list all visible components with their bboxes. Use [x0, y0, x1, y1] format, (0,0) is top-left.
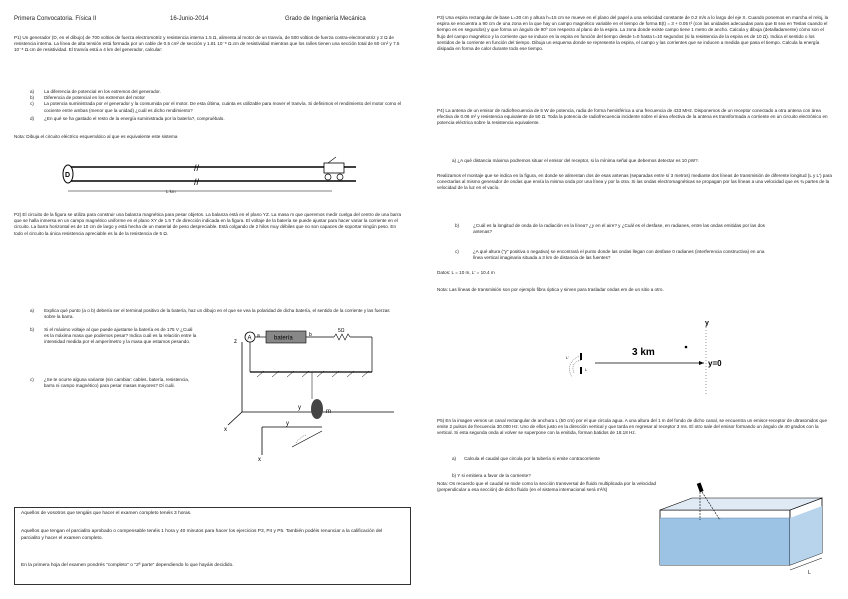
line-L2 [569, 355, 581, 377]
y0-label: y=0 [708, 359, 722, 368]
inset-x-label: x [258, 457, 261, 462]
p1-item-d: d) ¿En qué se ha gastado el resto de la energía suministrada por la batería?, compruébalo. [30, 115, 225, 121]
terminal-a-label: a [257, 333, 260, 339]
ammeter-label: A [247, 335, 252, 342]
p4-item-b: b) ¿Cuál es la longitud de onda de la radiación en la línea? ¿y en el aire? y ¿Cuál es el desfase, en radianes, entre las ondas emitidas por las dos antenas? [455, 223, 765, 235]
magnetic-balance-figure [222, 327, 412, 462]
instruction-2: Aquellos que tengan el parcialito aprobado o compensable tenéis 1 hora y 40 minutos para hacer los ejercicios P3, P4 y P5. También podéis renunciar a la calificación del parcialito y hacer el examen completo. [21, 529, 383, 541]
break-mark-2: // [194, 177, 200, 187]
p1-items [30, 89, 405, 122]
p1-item-a: a) La diferencia de potencial en los extremos del generador. [30, 89, 161, 94]
p1-text: P1) Un generador (D, en el dibujo) de 700 voltios de fuerza electromotriz y resistencia interna 1.5 Ω, alimenta al motor de un tranvía, de 500 voltios de fuerza contra-electromotriz y 2 Ω de resistencia interna. La línea de alta tensión está formada por un cable de 0.5 cm² de sección y 1.81 10⁻⁸ Ω.cm de resistividad mientras que los raíles tienen una sección total de 60 cm² y 7.5 10⁻⁸ Ω.cm de resistividad. El tranvía está a 4 km del generador, calcular: [14, 35, 400, 53]
header-exam: Primera Convocatoria. Física II [14, 16, 97, 22]
header-date: 16-Junio-2014 [170, 16, 209, 22]
generator-label: D [65, 172, 71, 179]
pantograph [328, 157, 336, 163]
mass [311, 399, 323, 419]
water-front [660, 518, 790, 565]
antenna-figure [560, 315, 740, 400]
p2-item-a: a) Explica qué punto (a o b) debería ser el terminal positivo de la batería, haz un dibujo en el que se vea la polaridad de dicha batería, el sentido de la corriente y las fuerzas sobre la barra. [30, 308, 390, 320]
distance-label: L km [166, 189, 176, 194]
p1-item-b: b) Diferencia de potencial en los extremos del motor [30, 95, 145, 101]
inset-field-line [292, 431, 322, 447]
p1-note: Nota: Dibuja el circuito eléctrico esquemático al que es equivalente este sistema [14, 134, 178, 139]
L2-label: L' [566, 355, 569, 360]
inset-angle [296, 435, 306, 443]
inset-y-label: y [286, 421, 289, 427]
resistor-label: 5Ω [338, 328, 345, 334]
p2-text: P2) El circuito de la figura se utiliza para construir una balanza magnética para pesar objetos. La balanza está en el plano YZ. La masa m que queremos medir cuelga del centro de una barra que se halla inmersa en un campo magnético uniforme en el plano XY de 1.5 T de dirección indicada en la figura. El voltaje de la batería se puede ajustar para hacer variar la corriente en el circuito. La barra horizontal es de 10 cm de largo y está hecha de un material de peso despreciable. Está colgando de 2 hilos muy débiles que no son capaces de soportar ningún peso. En todo el circuito la única resistencia apreciable es la de la resistencia de 5 Ω. [14, 212, 402, 236]
instruction-3: En la primera hoja del examen pondrés "completo" o "2ª parte" dependiendo lo que hayáis decidido. [21, 563, 234, 568]
resistor-symbol [334, 334, 350, 340]
p2-item-b: b) Si el máximo voltaje al que puede ajustarse la batería es de 175 V ¿Cuál es la máxima masa que podemos pesar? Indica cuál es la relación entre la intensidad medida por el amperímetro y la masa que estamos pesando. [30, 327, 197, 345]
battery-label: batería [274, 335, 293, 342]
channel-figure [650, 480, 840, 590]
p2-item-c: c) ¿Se te ocurre alguna variante (sin cambiar: cables, batería, resistencia, barra ni campo magnético) para pesar masas mayores? Dí cuál. [30, 377, 190, 389]
p3-text: P3) Una espira rectangular de base L=30 cm y altura h=15 cm se mueve en el plano del papel a una velocidad constante de 0.2 m/s a lo largo del eje X. Cuando ponemos en marcha el reloj, la espira se encuentra a 90 cm de una zona en la que hay un campo magnético variable en el tiempo de forma B(t) = 3 + 0.05 t² (con las unidades adecuadas para que B sea en Teslas cuando el tiempo es en segundos) y que forma un ángulo de 90º con respecto al plano de la espira. La zona donde existe campo tiene 1 metro de ancho. Calcula y dibuja (detalladamente) cómo son el flujo del campo magnético y la corriente que se induce en la espira en función del tiempo desde t=0 hasta t=10 segundos (si la resistencia de la espira es de 10 Ω). Indica el sentido o los sentidos de la corriente en función del tiempo. Dibuja un esquema donde se represente la espira, el campo y las corrientes que se inducen a medida que pasa el tiempo. Calcula la energía disipada en forma de calor durante todo ese tiempo. [437, 15, 829, 52]
y-label: y [298, 405, 301, 411]
mass-label: m [326, 409, 331, 415]
point-marker [685, 346, 688, 349]
distance-label: 3 km [632, 347, 655, 358]
p5-item-a: a) Calcula el caudal que circula por la tubería si emite contracorriente [452, 456, 600, 461]
instruction-1: Aquellos de vosotros que tengáis que hacer el examen completo tenéis 3 horas. [21, 511, 192, 516]
p4-item-c: c) ¿A qué altura ("y" positiva o negativa) se encontrará el punto donde las ondas llegan con desfase 0 radianes (interferencia constructiva) en una línea vertical imaginaria situada a 3 km de distancia de las fuentes? [455, 249, 765, 261]
terminal-b-label: b [309, 332, 312, 338]
p5-note: Nota: Os recuerdo que el caudal se mide como la sección transversal de fluido multiplicada por la velocidad (perpendicular a esa sección) de dicho fluido (en el sistema internacional será m³/s) [437, 481, 657, 493]
p5-item-b: b) Y si emitiera a favor de la corriente? [452, 473, 531, 478]
p5-text: P5) En la imagen vemos un canal rectangular de anchura L (50 cm) por el que circula agua. A una altura del 1 m del fondo de dicho canal, se encuentra un emisor-receptor de ultrasonidos que emite 2 pulsos de frecuencia 30.000 Hz. Uno de ellos justo en la dirección vertical y que tarda en regresar al receptor 3 ms. El otro sale del emisor formando un ángulo de 40 grados con la vertical. Si esta segunda onda al volver se superpone con la emitida, forman batidos de 18.18 Hz. [437, 418, 828, 436]
instructions-box [14, 507, 411, 585]
p4-text2: Realizamos el montaje que se indica en la figura, en donde se alimentan dos de esas antenas (separadas entre sí 3 metros) mediante dos líneas de transmisión de diferente longitud (L y L') para conectarlas al mismo generador de ondas que envía la misma onda por una línea y por la otra. Si las ondas electromagnéticas se propagan por las líneas a una velocidad que es ¾ partes de la velocidad de la luz en el vacío. [437, 173, 832, 191]
p1-item-c: c) La potencia suministrada por el generador y la consumida por el motor. De esta última, cuánta es utilizable para mover el tranvía. Si definimos el rendimiento del motor como el cociente entre ambas (menor que la unidad) ¿cuál es dicho rendimiento? [30, 101, 402, 113]
antenna-2 [580, 367, 582, 374]
header-degree: Grado de Ingeniería Mecánica [285, 16, 366, 22]
distance-arrow [699, 361, 704, 365]
fig-y-label: y [705, 320, 709, 327]
z-label: z [234, 339, 237, 345]
break-mark-1: // [194, 163, 200, 173]
p4-question-a: a) ¿A qué distancia máxima podremos situar el emisor del receptor, si la mínima señal que debemos detectar es 10 pW?. [452, 158, 699, 163]
L-label: L [585, 367, 588, 372]
tram-diagram [56, 155, 376, 197]
p4-data: Datos: L = 10 m, L' = 10.4 m [437, 270, 495, 275]
x-axis [228, 412, 242, 425]
x-label: x [224, 427, 227, 433]
p4-text: P4) La antena de un emisor de radiofrecuencia de 5 W de potencia, radia de forma hemisférica a una frecuencia de 433 MHz. Disponemos de un receptor conectado a otra antena con área efectiva de 0.06 m² y resistencia equivalente de 50 Ω. Toda la potencia de radiofrecuencia incidente sobre el área efectiva de la antena es transformada a corriente en un circuito electrónico en potencia eléctrica sobre la resistencia equivalente. [437, 108, 828, 126]
tram-wheel-1 [325, 174, 331, 180]
tram-wheel-2 [337, 174, 343, 180]
line-L [573, 360, 581, 373]
antenna-1 [580, 353, 582, 360]
width-label: L [808, 570, 811, 576]
tram-body [324, 163, 344, 173]
p4-note: Nota: Las líneas de transmisión son por ejemplo fibra óptica y sirven para trasladar ondas em de un sitio a otro. [437, 287, 664, 292]
ultrasound-device [697, 483, 704, 493]
